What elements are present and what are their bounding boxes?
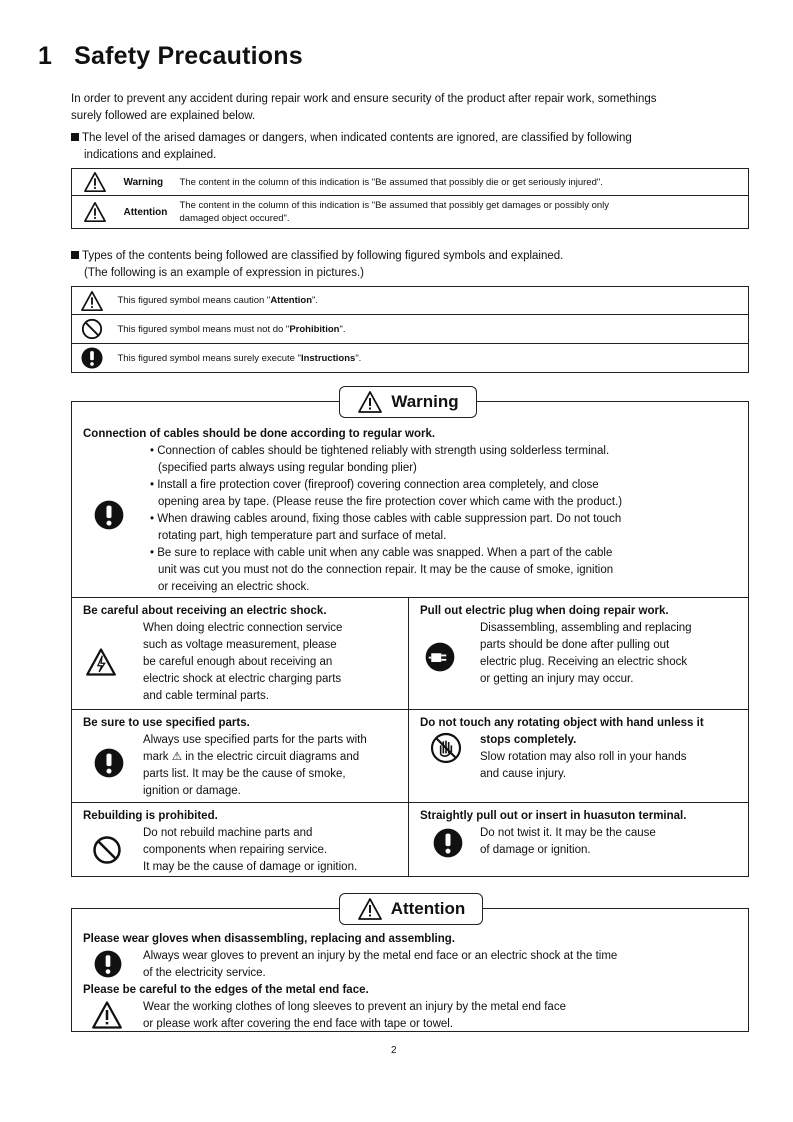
specified-line: ignition or damage. [143,785,241,797]
level-row-warning [72,169,749,196]
symbol-text: ". [355,352,362,364]
cables-title: Connection of cables should be done according to regular work. [83,428,436,440]
metal-text [143,999,743,1033]
grid-divider [408,597,409,877]
specified-title: Be sure to use specified parts. [83,717,250,729]
cables-line: • Install a fire protection cover (fireproof) covering connection area completely, and close [150,479,599,491]
plug-line: electric plug. Receiving an electric shock [480,656,688,668]
symbol-keyword: Prohibition [289,323,340,335]
caution-triangle-icon [357,898,383,920]
section-number: 1 [38,42,53,70]
levels-intro [71,130,761,164]
rotating-line: Slow rotation may also roll in your hands [480,751,687,763]
bullet-square-icon [71,251,79,259]
shock-line: When doing electric connection service [143,622,343,634]
terminal-line: of damage or ignition. [480,844,591,856]
rotating-title: stops completely. [480,734,577,746]
shock-line: be careful enough about receiving an [143,656,333,668]
shock-line: electric shock at electric charging parts [143,673,342,685]
caution-triangle-icon [92,1001,122,1029]
rebuilding-title: Rebuilding is prohibited. [83,810,218,822]
caution-triangle-icon [81,290,103,312]
warning-label [339,386,477,418]
rotating-text [480,749,745,783]
metal-line: Wear the working clothes of long sleeves to prevent an injury by the metal end face [143,1001,566,1013]
attention-label [339,893,483,925]
symbol-text: This figured symbol means caution " [117,295,271,306]
instruction-icon [81,347,103,369]
rebuilding-text [143,825,405,876]
specified-line: mark ⚠ in the electric circuit diagrams and [143,751,360,763]
plug-line: parts should be done after pulling out [480,639,670,651]
levels-intro-line: The level of the arised damages or dangers, when indicated contents are ignored, are classified by following [82,132,632,144]
cables-line: • Connection of cables should be tightened reliably with strength using solderless terminal. [150,445,610,457]
intro-line: In order to prevent any accident during repair work and ensure security of the product after repair work, somethings [71,93,657,105]
prohibition-icon [92,835,122,865]
levels-intro-line: indications and explained. [84,149,217,161]
metal-title: Please be careful to the edges of the metal end face. [83,984,369,996]
bullet-square-icon [71,133,79,141]
rotating-line: and cause injury. [480,768,567,780]
cables-line: (specified parts always using regular bonding plier) [158,462,417,474]
symbol-row [72,344,749,373]
plug-line: Disassembling, assembling and replacing [480,622,692,634]
electric-shock-icon [86,648,116,676]
page-number: 2 [391,1045,397,1056]
cables-line: rotating part, high temperature part and surface of metal. [158,530,447,542]
no-touch-hand-icon [430,732,462,764]
level-row-attention [72,196,749,229]
grid-divider [71,802,749,803]
section-title: Safety Precautions [74,42,303,70]
symbols-table [71,286,749,373]
instruction-icon [94,500,124,530]
symbol-text: This figured symbol means surely execute " [117,352,301,364]
shock-text [143,620,405,705]
caution-triangle-icon [357,391,383,413]
level-text: damaged object occured". [179,213,290,224]
symbol-text: ". [339,323,346,335]
cables-line: opening area by tape. (Please reuse the fire protection cover which came with the product.) [158,496,623,508]
terminal-text [480,825,745,859]
instruction-icon [433,828,463,858]
symbol-row [72,315,749,344]
shock-line: and cable terminal parts. [143,690,269,702]
cables-line: • When drawing cables around, fixing those cables with cable suppression part. Do not touch [150,513,622,525]
types-intro-line: (The following is an example of expression in pictures.) [84,267,364,279]
caution-triangle-icon [84,171,106,193]
grid-divider [71,597,749,598]
shock-line: such as voltage measurement, please [143,639,337,651]
level-text: The content in the column of this indication is "Be assumed that possibly die or get seriously injured". [174,169,749,196]
page-title [38,42,303,71]
symbol-text: This figured symbol means must not do " [117,323,290,335]
symbol-keyword: Instructions [300,352,356,364]
shock-title: Be careful about receiving an electric shock. [83,605,327,617]
terminal-title: Straightly pull out or insert in huasuton terminal. [420,810,687,822]
level-label: Attention [118,196,174,229]
instruction-icon [94,950,122,978]
specified-line: parts list. It may be the cause of smoke, [143,768,346,780]
rebuilding-line: It may be the cause of damage or ignition. [143,861,358,873]
symbol-keyword: Attention [270,295,312,306]
levels-table [71,168,749,229]
level-text: The content in the column of this indication is "Be assumed that possibly get damages or possibly only [179,200,610,211]
types-intro [71,248,761,282]
attention-label-text: Attention [390,899,466,918]
cables-line: • Be sure to replace with cable unit when any cable was snapped. When a part of the cable [150,547,613,559]
cables-line: or receiving an electric shock. [158,581,310,593]
plug-title: Pull out electric plug when doing repair work. [420,605,669,617]
terminal-line: Do not twist it. It may be the cause [480,827,656,839]
symbol-text: ". [312,295,319,306]
intro-paragraph [71,91,761,125]
plug-line: or getting an injury may occur. [480,673,634,685]
cables-line: unit was cut you must not do the connection repair. It may be the cause of smoke, ignition [158,564,614,576]
gloves-line: of the electricity service. [143,967,266,979]
gloves-text [143,948,743,982]
specified-text [143,732,405,800]
plug-text [480,620,745,688]
prohibition-icon [81,318,103,340]
rebuilding-line: components when repairing service. [143,844,328,856]
metal-line: or please work after covering the end face with tape or towel. [143,1018,454,1030]
symbol-row [72,287,749,315]
types-intro-line: Types of the contents being followed are classified by following figured symbols and explained. [82,250,564,262]
intro-line: surely followed are explained below. [71,110,256,122]
grid-divider [71,709,749,710]
rotating-title: Do not touch any rotating object with hand unless it [420,717,704,729]
cables-list [150,443,740,596]
warning-label-text: Warning [391,392,459,411]
gloves-title: Please wear gloves when disassembling, replacing and assembling. [83,933,455,945]
instruction-icon [94,748,124,778]
unplug-icon [425,642,455,672]
gloves-line: Always wear gloves to prevent an injury by the metal end face or an electric shock at the time [143,950,618,962]
rebuilding-line: Do not rebuild machine parts and [143,827,313,839]
level-label: Warning [118,169,174,196]
specified-line: Always use specified parts for the parts with [143,734,367,746]
caution-triangle-icon [84,201,106,223]
